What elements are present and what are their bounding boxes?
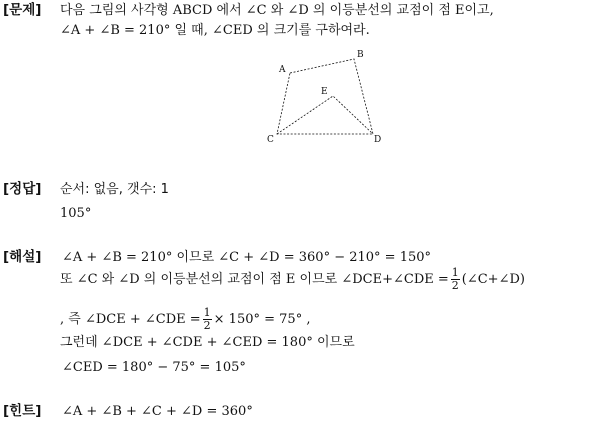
vertex-label-a: A: [279, 65, 286, 75]
vertex-label-c: C: [267, 135, 274, 145]
explanation-line-2-text: 또 ∠C 와 ∠D 의 이등분선의 교점이 점 E 이므로 ∠DCE+∠CDE =: [60, 271, 449, 287]
explanation-line-3: [60, 307, 310, 331]
explanation-line-3-text: , 즉 ∠DCE + ∠CDE =: [60, 311, 201, 327]
explanation-line-3-tail: × 150° = 75° ,: [213, 311, 311, 327]
problem-line-2: ∠A + ∠B = 210° 일 때, ∠CED 의 크기를 구하여라.: [60, 23, 370, 38]
problem-line-1: 다음 그림의 사각형 ABCD 에서 ∠C 와 ∠D 의 이등분선의 교점이 점 E이고,: [60, 3, 494, 18]
fraction-one-half: [203, 307, 212, 331]
fraction-denominator: 2: [451, 278, 459, 292]
answer-label: [정답]: [3, 181, 42, 197]
fraction-one-half: [451, 267, 460, 291]
quadrilateral-figure: [262, 50, 392, 150]
bisector-lines-ce-ed: [277, 96, 373, 134]
problem-label: [문제]: [3, 2, 42, 18]
fraction-numerator: 1: [451, 266, 459, 279]
fraction-numerator: 1: [203, 306, 211, 319]
vertex-label-d: D: [374, 135, 382, 145]
explanation-line-4: 그런데 ∠DCE + ∠CDE + ∠CED = 180° 이므로: [60, 335, 355, 350]
answer-line-2: 105°: [60, 206, 92, 221]
hint-line-1: ∠A + ∠B + ∠C + ∠D = 360°: [62, 404, 253, 419]
explanation-line-2: [60, 267, 525, 291]
vertex-label-e: E: [321, 87, 328, 97]
hint-label: [힌트]: [3, 403, 42, 419]
explanation-line-5: ∠CED = 180° − 75° = 105°: [62, 360, 246, 375]
explanation-line-2-tail: (∠C+∠D): [461, 271, 525, 287]
explanation-line-1: ∠A + ∠B = 210° 이므로 ∠C + ∠D = 360° − 210° = 150°: [62, 250, 432, 265]
explanation-label: [해설]: [3, 249, 42, 265]
answer-line-1: 순서: 없음, 갯수: 1: [60, 182, 169, 197]
fraction-denominator: 2: [203, 318, 211, 332]
vertex-label-b: B: [357, 50, 364, 60]
